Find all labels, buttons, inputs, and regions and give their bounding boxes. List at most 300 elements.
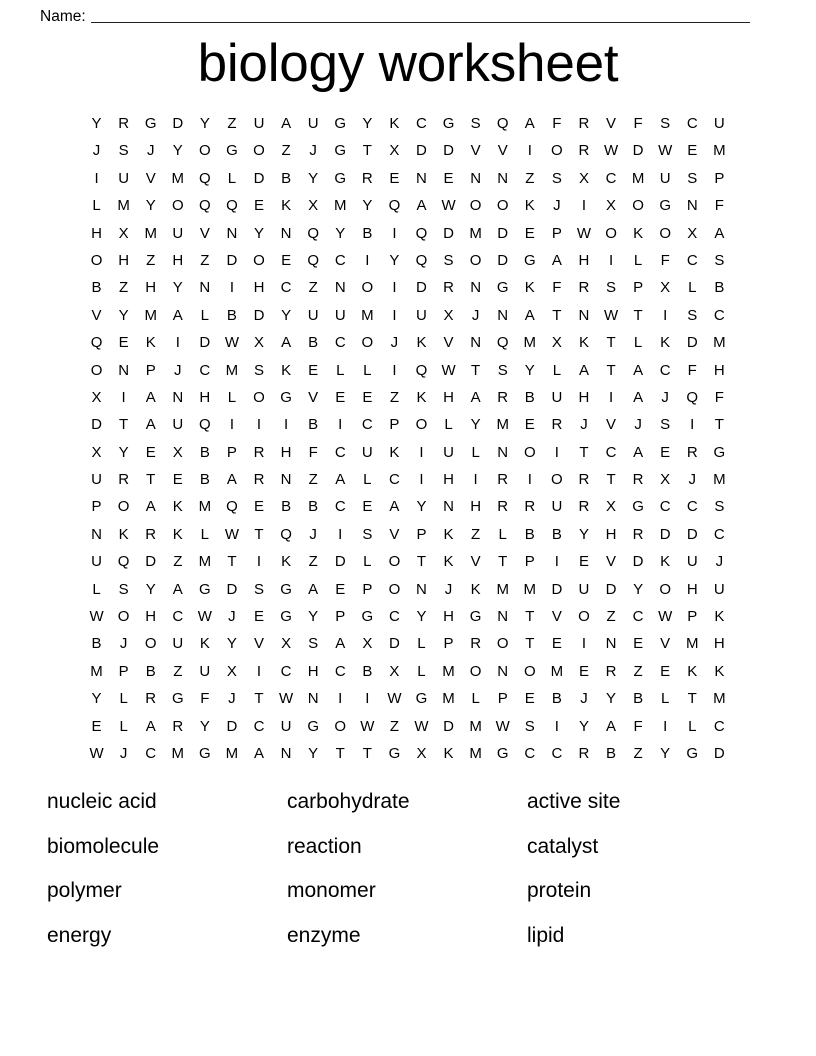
grid-cell[interactable]: K [389, 115, 400, 132]
grid-cell[interactable]: I [121, 388, 126, 406]
grid-cell[interactable]: O [253, 142, 265, 160]
grid-cell[interactable]: I [338, 690, 343, 708]
grid-cell[interactable]: J [119, 744, 128, 762]
grid-cell[interactable]: D [145, 553, 157, 571]
grid-cell[interactable]: X [172, 443, 183, 461]
grid-cell[interactable]: B [633, 690, 644, 708]
grid-cell[interactable]: M [198, 553, 212, 571]
grid-cell[interactable]: P [524, 553, 535, 571]
grid-cell[interactable]: F [687, 361, 697, 379]
grid-cell[interactable]: C [524, 744, 536, 762]
grid-cell[interactable]: U [686, 553, 698, 571]
grid-cell[interactable]: F [660, 251, 670, 269]
grid-cell[interactable]: C [334, 443, 346, 461]
grid-cell[interactable]: K [416, 388, 427, 406]
word-list-item[interactable]: polymer [47, 879, 122, 902]
grid-cell[interactable]: J [174, 361, 182, 379]
grid-cell[interactable]: G [171, 690, 184, 708]
grid-cell[interactable]: I [229, 416, 235, 434]
grid-cell[interactable]: A [172, 580, 183, 598]
grid-cell[interactable]: I [392, 361, 397, 379]
grid-cell[interactable]: G [334, 169, 347, 187]
grid-cell[interactable]: I [175, 334, 180, 352]
grid-cell[interactable]: D [253, 169, 265, 187]
grid-cell[interactable]: A [551, 251, 562, 269]
grid-cell[interactable]: G [144, 115, 157, 132]
grid-cell[interactable]: B [524, 388, 535, 406]
grid-cell[interactable]: R [551, 416, 563, 434]
grid-cell[interactable]: P [551, 224, 562, 242]
grid-cell[interactable]: I [581, 635, 587, 653]
grid-cell[interactable]: L [633, 334, 643, 352]
grid-cell[interactable]: L [471, 690, 480, 708]
grid-cell[interactable]: F [714, 197, 724, 215]
grid-cell[interactable]: U [659, 169, 671, 187]
grid-cell[interactable]: N [280, 744, 292, 762]
grid-cell[interactable]: K [443, 744, 454, 762]
grid-cell[interactable]: G [226, 142, 238, 160]
grid-cell[interactable]: E [254, 197, 265, 215]
grid-cell[interactable]: O [496, 635, 509, 653]
word-list-item[interactable]: energy [47, 923, 112, 947]
grid-cell[interactable]: I [527, 471, 532, 489]
grid-cell[interactable]: H [199, 388, 211, 406]
grid-cell[interactable]: J [309, 142, 317, 160]
grid-cell[interactable]: I [554, 443, 559, 461]
grid-cell[interactable]: K [687, 662, 698, 680]
grid-cell[interactable]: Z [308, 553, 318, 571]
grid-cell[interactable]: C [659, 361, 671, 379]
grid-cell[interactable]: E [281, 251, 292, 269]
grid-cell[interactable]: K [199, 635, 210, 653]
grid-cell[interactable]: X [226, 662, 237, 680]
grid-cell[interactable]: K [714, 608, 725, 626]
grid-cell[interactable]: Y [308, 169, 319, 187]
grid-cell[interactable]: W [224, 525, 240, 543]
grid-cell[interactable]: A [633, 361, 644, 379]
grid-cell[interactable]: Z [308, 279, 318, 297]
grid-cell[interactable]: V [606, 416, 617, 434]
grid-cell[interactable]: I [365, 690, 370, 708]
grid-cell[interactable]: Q [199, 416, 211, 434]
grid-cell[interactable]: N [416, 580, 427, 598]
grid-cell[interactable]: X [606, 498, 617, 516]
grid-cell[interactable]: M [713, 334, 726, 352]
grid-cell[interactable]: K [443, 553, 454, 571]
grid-cell[interactable]: Y [308, 744, 319, 762]
grid-cell[interactable]: P [91, 498, 102, 516]
grid-cell[interactable]: I [527, 142, 532, 160]
word-list-item[interactable]: biomolecule [47, 834, 160, 858]
grid-cell[interactable]: Z [146, 251, 156, 269]
grid-cell[interactable]: J [715, 553, 724, 571]
grid-cell[interactable]: X [389, 142, 400, 160]
grid-cell[interactable]: M [171, 744, 185, 762]
grid-cell[interactable]: N [280, 224, 292, 242]
grid-cell[interactable]: B [226, 306, 237, 324]
grid-cell[interactable]: V [308, 388, 319, 406]
grid-cell[interactable]: Y [118, 443, 129, 461]
grid-cell[interactable]: H [307, 662, 319, 680]
grid-cell[interactable]: A [308, 580, 319, 598]
grid-cell[interactable]: H [145, 608, 157, 626]
grid-cell[interactable]: Z [633, 662, 643, 680]
grid-cell[interactable]: E [389, 169, 400, 187]
grid-cell[interactable]: Q [686, 388, 699, 406]
grid-cell[interactable]: Y [389, 251, 400, 269]
grid-cell[interactable]: Q [307, 224, 319, 242]
grid-cell[interactable]: R [497, 498, 509, 516]
grid-cell[interactable]: E [172, 471, 183, 489]
grid-cell[interactable]: O [334, 717, 347, 735]
word-list-item[interactable]: reaction [287, 834, 362, 858]
grid-cell[interactable]: C [199, 361, 211, 379]
grid-cell[interactable]: T [525, 608, 535, 626]
grid-cell[interactable]: S [660, 115, 671, 132]
grid-cell[interactable]: Z [389, 388, 399, 406]
grid-cell[interactable]: O [171, 197, 184, 215]
grid-cell[interactable]: K [145, 334, 156, 352]
grid-cell[interactable]: J [228, 690, 236, 708]
grid-cell[interactable]: J [444, 580, 453, 598]
grid-cell[interactable]: O [117, 498, 130, 516]
grid-cell[interactable]: W [441, 197, 456, 215]
grid-cell[interactable]: B [524, 525, 535, 543]
grid-cell[interactable]: R [632, 471, 644, 489]
grid-cell[interactable]: V [470, 142, 481, 160]
grid-cell[interactable]: P [443, 635, 454, 653]
grid-cell[interactable]: A [254, 744, 265, 762]
grid-cell[interactable]: N [497, 443, 509, 461]
grid-cell[interactable]: L [688, 279, 697, 297]
word-list-item[interactable]: catalyst [527, 834, 599, 858]
grid-cell[interactable]: N [470, 334, 482, 352]
grid-cell[interactable]: E [687, 142, 698, 160]
grid-cell[interactable]: D [443, 224, 454, 242]
grid-cell[interactable]: E [443, 169, 454, 187]
grid-cell[interactable]: V [389, 525, 400, 543]
grid-cell[interactable]: I [392, 224, 397, 242]
grid-cell[interactable]: O [659, 580, 672, 598]
grid-cell[interactable]: D [632, 142, 644, 160]
grid-cell[interactable]: B [362, 662, 373, 680]
grid-cell[interactable]: R [470, 635, 482, 653]
grid-cell[interactable]: D [253, 306, 265, 324]
grid-cell[interactable]: B [281, 498, 292, 516]
grid-cell[interactable]: B [551, 525, 562, 543]
grid-cell[interactable]: B [714, 279, 725, 297]
grid-cell[interactable]: T [606, 471, 616, 489]
grid-cell[interactable]: G [496, 744, 509, 762]
grid-cell[interactable]: M [686, 635, 699, 653]
grid-cell[interactable]: G [686, 744, 699, 762]
grid-cell[interactable]: N [470, 279, 482, 297]
grid-cell[interactable]: E [335, 388, 346, 406]
grid-cell[interactable]: O [388, 553, 401, 571]
grid-cell[interactable]: N [497, 662, 509, 680]
grid-cell[interactable]: J [580, 690, 588, 708]
word-list-item[interactable]: protein [527, 879, 592, 902]
grid-cell[interactable]: M [198, 498, 212, 516]
grid-cell[interactable]: A [226, 471, 237, 489]
word-list-item[interactable]: carbohydrate [287, 790, 410, 813]
grid-cell[interactable]: D [226, 251, 238, 269]
grid-cell[interactable]: K [660, 334, 671, 352]
grid-cell[interactable]: O [469, 197, 482, 215]
grid-cell[interactable]: V [660, 635, 671, 653]
grid-cell[interactable]: L [227, 169, 237, 187]
grid-cell[interactable]: F [552, 115, 562, 132]
grid-cell[interactable]: D [605, 580, 617, 598]
grid-cell[interactable]: J [228, 608, 236, 626]
grid-cell[interactable]: U [551, 498, 563, 516]
grid-cell[interactable]: D [686, 525, 698, 543]
grid-cell[interactable]: W [495, 717, 510, 735]
grid-cell[interactable]: R [145, 525, 157, 543]
grid-cell[interactable]: U [334, 306, 346, 324]
grid-cell[interactable]: N [172, 388, 184, 406]
grid-cell[interactable]: D [686, 334, 698, 352]
grid-cell[interactable]: C [334, 662, 346, 680]
grid-cell[interactable]: W [387, 690, 402, 708]
grid-cell[interactable]: D [497, 251, 509, 269]
grid-cell[interactable]: O [551, 142, 563, 160]
grid-cell[interactable]: L [227, 388, 237, 406]
grid-cell[interactable]: I [365, 251, 370, 269]
grid-cell[interactable]: K [633, 224, 644, 242]
grid-cell[interactable]: X [362, 635, 373, 653]
grid-cell[interactable]: I [338, 525, 343, 543]
grid-cell[interactable]: A [633, 443, 644, 461]
grid-cell[interactable]: J [553, 197, 561, 215]
grid-cell[interactable]: C [334, 334, 346, 352]
grid-cell[interactable]: G [415, 690, 428, 708]
grid-cell[interactable]: D [497, 224, 509, 242]
grid-cell[interactable]: B [606, 744, 617, 762]
grid-cell[interactable]: M [469, 717, 482, 735]
grid-cell[interactable]: E [524, 224, 535, 242]
grid-cell[interactable]: V [91, 306, 102, 324]
grid-cell[interactable]: S [254, 361, 265, 379]
grid-cell[interactable]: H [253, 279, 265, 297]
grid-cell[interactable]: U [713, 580, 725, 598]
grid-cell[interactable]: O [605, 224, 617, 242]
grid-cell[interactable]: Y [416, 608, 427, 626]
grid-cell[interactable]: R [497, 388, 509, 406]
grid-cell[interactable]: H [605, 525, 617, 543]
grid-cell[interactable]: U [91, 553, 102, 571]
grid-cell[interactable]: Y [335, 224, 346, 242]
grid-cell[interactable]: J [634, 416, 642, 434]
grid-cell[interactable]: X [416, 744, 427, 762]
grid-cell[interactable]: Q [415, 251, 428, 269]
grid-cell[interactable]: E [578, 553, 589, 571]
grid-cell[interactable]: M [550, 662, 564, 680]
grid-cell[interactable]: D [416, 142, 427, 160]
grid-cell[interactable]: Y [91, 115, 102, 132]
grid-cell[interactable]: L [363, 361, 372, 379]
grid-cell[interactable]: Z [200, 251, 210, 269]
grid-cell[interactable]: D [226, 717, 238, 735]
grid-cell[interactable]: Y [226, 635, 237, 653]
grid-cell[interactable]: E [633, 635, 644, 653]
grid-cell[interactable]: P [633, 279, 644, 297]
grid-cell[interactable]: D [388, 635, 400, 653]
grid-cell[interactable]: N [118, 361, 130, 379]
grid-cell[interactable]: U [713, 115, 725, 132]
grid-cell[interactable]: E [578, 662, 589, 680]
grid-cell[interactable]: E [118, 334, 129, 352]
grid-cell[interactable]: U [280, 717, 292, 735]
grid-cell[interactable]: W [197, 608, 212, 626]
grid-cell[interactable]: Y [172, 279, 183, 297]
grid-cell[interactable]: H [578, 251, 590, 269]
grid-cell[interactable]: C [686, 115, 698, 132]
grid-cell[interactable]: S [714, 251, 725, 269]
grid-cell[interactable]: T [254, 525, 264, 543]
word-search-grid[interactable] [83, 110, 733, 767]
grid-cell[interactable]: L [417, 662, 426, 680]
grid-cell[interactable]: Q [199, 169, 211, 187]
grid-cell[interactable]: K [172, 525, 183, 543]
grid-cell[interactable]: G [199, 744, 211, 762]
grid-cell[interactable]: K [470, 580, 481, 598]
grid-cell[interactable]: I [284, 416, 289, 434]
grid-cell[interactable]: G [496, 279, 509, 297]
grid-cell[interactable]: M [333, 197, 347, 215]
grid-cell[interactable]: Y [254, 224, 265, 242]
grid-cell[interactable]: Z [389, 717, 399, 735]
grid-cell[interactable]: O [578, 608, 590, 626]
grid-cell[interactable]: J [580, 416, 588, 434]
grid-cell[interactable]: X [687, 224, 698, 242]
grid-cell[interactable]: C [253, 717, 265, 735]
grid-cell[interactable]: C [334, 251, 346, 269]
grid-cell[interactable]: H [443, 471, 454, 489]
grid-cell[interactable]: A [335, 471, 346, 489]
grid-cell[interactable]: N [497, 169, 509, 187]
grid-cell[interactable]: B [308, 498, 319, 516]
grid-cell[interactable]: Z [173, 553, 183, 571]
grid-cell[interactable]: R [578, 115, 590, 132]
grid-cell[interactable]: Z [308, 471, 318, 489]
grid-cell[interactable]: R [172, 717, 184, 735]
grid-cell[interactable]: I [473, 471, 478, 489]
grid-cell[interactable]: Y [578, 717, 589, 735]
grid-cell[interactable]: Y [118, 306, 129, 324]
grid-cell[interactable]: Y [308, 608, 319, 626]
grid-cell[interactable]: A [389, 498, 400, 516]
grid-cell[interactable]: K [416, 334, 427, 352]
grid-cell[interactable]: Y [281, 306, 292, 324]
grid-cell[interactable]: M [225, 361, 239, 379]
grid-cell[interactable]: V [470, 553, 481, 571]
grid-cell[interactable]: O [361, 279, 374, 297]
grid-cell[interactable]: C [388, 471, 400, 489]
grid-cell[interactable]: O [632, 197, 644, 215]
grid-cell[interactable]: V [606, 115, 617, 132]
grid-cell[interactable]: Y [172, 142, 183, 160]
grid-cell[interactable]: G [713, 443, 726, 461]
grid-cell[interactable]: Y [199, 717, 210, 735]
grid-cell[interactable]: X [551, 334, 562, 352]
grid-cell[interactable]: W [414, 717, 429, 735]
grid-cell[interactable]: E [308, 361, 319, 379]
grid-cell[interactable]: D [172, 115, 184, 132]
grid-cell[interactable]: R [253, 471, 265, 489]
grid-cell[interactable]: L [92, 197, 101, 215]
grid-cell[interactable]: X [660, 279, 671, 297]
grid-cell[interactable]: B [281, 169, 292, 187]
grid-cell[interactable]: U [307, 306, 319, 324]
grid-cell[interactable]: E [254, 498, 265, 516]
grid-cell[interactable]: X [254, 334, 265, 352]
grid-cell[interactable]: C [280, 662, 292, 680]
grid-cell[interactable]: R [578, 142, 590, 160]
grid-cell[interactable]: L [552, 361, 562, 379]
grid-cell[interactable]: L [200, 525, 210, 543]
grid-cell[interactable]: G [334, 142, 347, 160]
grid-cell[interactable]: Y [416, 498, 427, 516]
grid-cell[interactable]: G [280, 388, 292, 406]
grid-cell[interactable]: I [256, 662, 262, 680]
grid-cell[interactable]: W [89, 608, 104, 626]
grid-cell[interactable]: O [523, 443, 536, 461]
grid-cell[interactable]: S [687, 306, 698, 324]
grid-cell[interactable]: I [419, 471, 424, 489]
grid-cell[interactable]: N [578, 306, 590, 324]
grid-cell[interactable]: N [226, 224, 238, 242]
grid-cell[interactable]: T [471, 361, 481, 379]
grid-cell[interactable]: S [254, 580, 265, 598]
grid-cell[interactable]: M [523, 334, 537, 352]
grid-cell[interactable]: A [145, 717, 156, 735]
grid-cell[interactable]: W [441, 361, 456, 379]
grid-cell[interactable]: I [608, 388, 614, 406]
grid-cell[interactable]: I [256, 553, 262, 571]
grid-cell[interactable]: U [416, 306, 427, 324]
grid-cell[interactable]: X [660, 471, 671, 489]
grid-cell[interactable]: R [118, 471, 130, 489]
grid-cell[interactable]: R [578, 744, 590, 762]
grid-cell[interactable]: P [118, 662, 129, 680]
grid-cell[interactable]: P [362, 580, 373, 598]
grid-cell[interactable]: K [281, 553, 292, 571]
grid-cell[interactable]: A [633, 388, 644, 406]
grid-cell[interactable]: Q [117, 553, 130, 571]
grid-cell[interactable]: G [199, 580, 211, 598]
grid-cell[interactable]: P [335, 608, 346, 626]
grid-cell[interactable]: X [443, 306, 454, 324]
grid-cell[interactable]: M [469, 744, 482, 762]
grid-cell[interactable]: C [551, 744, 563, 762]
grid-cell[interactable]: H [713, 361, 725, 379]
grid-cell[interactable]: D [443, 717, 454, 735]
grid-cell[interactable]: G [307, 717, 319, 735]
grid-cell[interactable]: Y [145, 580, 156, 598]
grid-cell[interactable]: A [578, 361, 589, 379]
grid-cell[interactable]: T [687, 690, 697, 708]
grid-cell[interactable]: H [443, 608, 454, 626]
grid-cell[interactable]: L [471, 443, 480, 461]
grid-cell[interactable]: M [361, 306, 374, 324]
grid-cell[interactable]: B [362, 224, 373, 242]
grid-cell[interactable]: F [633, 115, 643, 132]
grid-cell[interactable]: X [606, 197, 617, 215]
grid-cell[interactable]: I [94, 169, 99, 187]
grid-cell[interactable]: K [524, 197, 535, 215]
grid-cell[interactable]: O [199, 142, 211, 160]
